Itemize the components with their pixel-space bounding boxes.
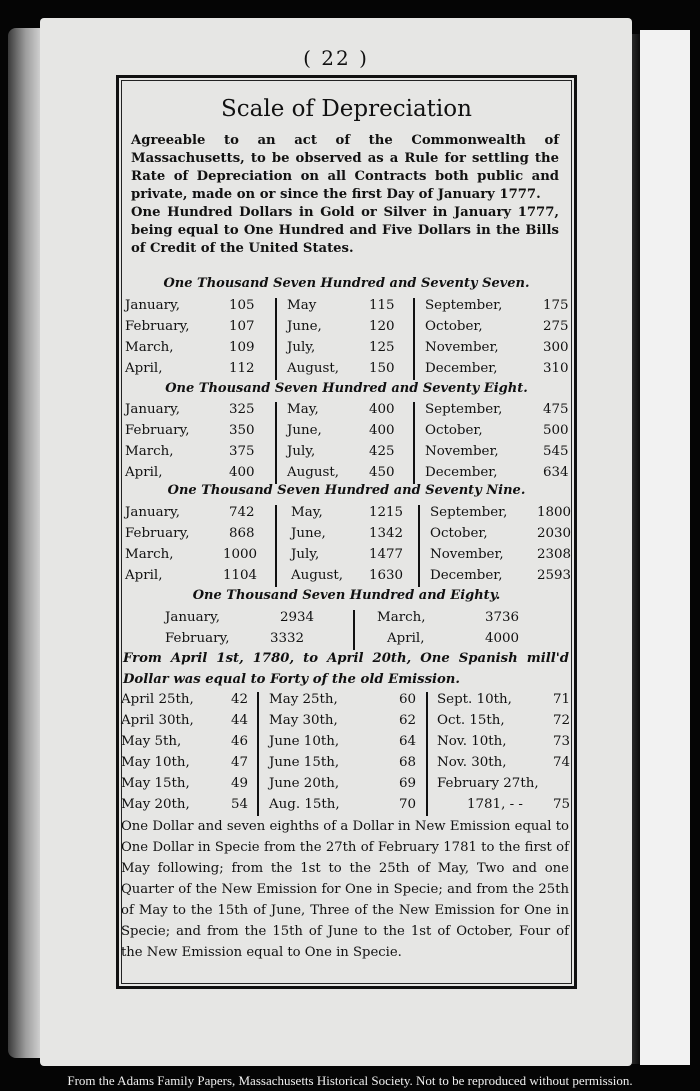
document-page: [40, 18, 632, 1066]
table-row: February, 3332 April, 4000: [165, 631, 520, 646]
intro-paragraph-2: One Hundred Dollars in Gold or Silver in January 1777, being equal to One Hundred and Five Dollars in the Bills of Credit of the United States.: [131, 205, 559, 256]
year-1778-heading: One Thousand Seven Hundred and Seventy Eight.: [165, 381, 528, 396]
table-row: March, 375 July, 425 November, 545: [125, 444, 569, 459]
table-row: February, 868 June, 1342 October, 2030: [125, 526, 572, 541]
year-1777-heading: One Thousand Seven Hundred and Seventy Seven.: [163, 276, 530, 291]
intro-paragraph: Agreeable to an act of the Commonwealth of Massachusetts, to be observed as a Rule for settling the Rate of Depreciation on all Contracts both public and private, made on or since the first Day of January 1777.: [131, 133, 559, 202]
table-1778: [125, 400, 569, 484]
table-row: January, 2934 March, 3736: [165, 610, 520, 625]
table-row: April, 400 August, 450 December, 634: [125, 465, 569, 480]
year-1779-heading: One Thousand Seven Hundred and Seventy Nine.: [167, 483, 526, 498]
facing-page-edge: [640, 30, 690, 1065]
spanish-dollar-note: From April 1st, 1780, to April 20th, One Spanish mill'd Dollar was equal to Forty of the old Emission.: [123, 651, 569, 687]
table-1780: [125, 608, 569, 650]
scale-frame: [116, 75, 577, 989]
page-number: ( 22 ): [303, 46, 369, 70]
table-row: March, 109 July, 125 November, 300: [125, 340, 569, 355]
table-row: March, 1000 July, 1477 November, 2308: [125, 547, 572, 562]
table-row: May 20th, 54 Aug. 15th, 70 1781, - - 75: [121, 797, 571, 812]
table-row: April 30th, 44 May 30th, 62 Oct. 15th, 72: [121, 713, 571, 728]
table-row: January, 325 May, 400 September, 475: [125, 402, 569, 417]
table-row: May 5th, 46 June 10th, 64 Nov. 10th, 73: [121, 734, 571, 749]
table-1779: [125, 503, 572, 587]
intro-text: [131, 132, 559, 258]
year-1780-heading: One Thousand Seven Hundred and Eighty.: [192, 588, 501, 603]
page-title: Scale of Depreciation: [221, 96, 472, 122]
table-row: January, 742 May, 1215 September, 1800: [125, 505, 572, 520]
table-1777: [125, 296, 569, 380]
table-row: February, 350 June, 400 October, 500: [125, 423, 569, 438]
table-row: April, 1104 August, 1630 December, 2593: [125, 568, 572, 583]
table-row: May 15th, 49 June 20th, 69 February 27th,: [121, 776, 539, 791]
table-1780-days: [121, 690, 571, 816]
closing-paragraph: One Dollar and seven eighths of a Dollar in New Emission equal to One Dollar in Specie from the 27th of February 1781 to the first of May following; from the 1st to the 25th of May, Two and one Quarter of the New Emission for One in Specie; and from the 25th of May to the 15th of June, Three of the New Emission for One in Specie; and from the 15th of June to the 1st of October, Four of the New Emission equal to One in Specie.: [121, 819, 569, 960]
table-row: February, 107 June, 120 October, 275: [125, 319, 569, 334]
table-row: April 25th, 42 May 25th, 60 Sept. 10th, 71: [121, 692, 571, 707]
table-row: May 10th, 47 June 15th, 68 Nov. 30th, 74: [121, 755, 571, 770]
table-row: January, 105 May 115 September, 175: [125, 298, 569, 313]
table-row: April, 112 August, 150 December, 310: [125, 361, 569, 376]
copyright-footer: From the Adams Family Papers, Massachusetts Historical Society. Not to be reproduced without permission.: [67, 1073, 633, 1088]
